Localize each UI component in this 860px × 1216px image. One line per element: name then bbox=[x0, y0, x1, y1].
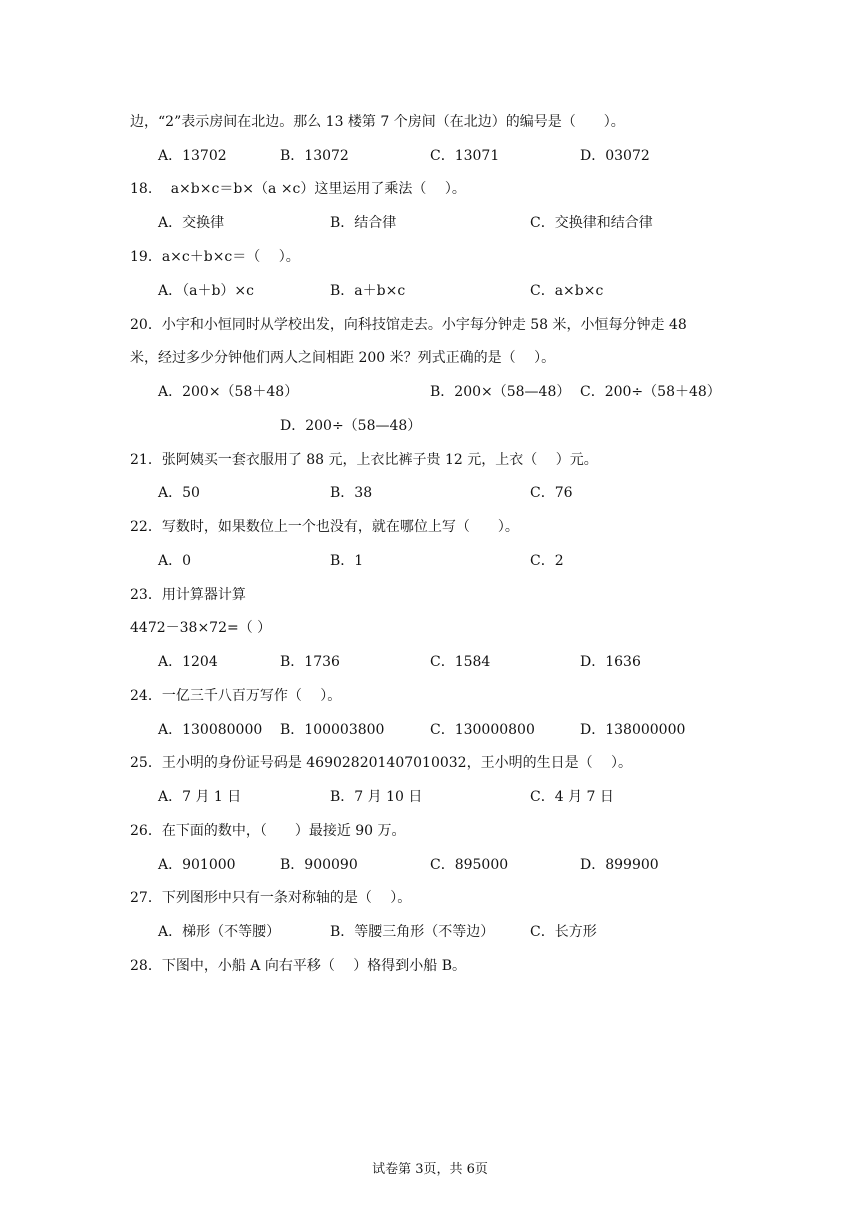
q23-option-a: A．1204 bbox=[158, 654, 218, 670]
q23-expression: 4472－38×72=（ ） bbox=[130, 620, 272, 636]
q22-question: 22．写数时，如果数位上一个也没有，就在哪位上写（ ）。 bbox=[130, 519, 519, 535]
q19-option-c: C．a×b×c bbox=[530, 283, 604, 299]
q17-option-d: D．03072 bbox=[580, 148, 650, 164]
q27-option-c: C．长方形 bbox=[530, 924, 597, 940]
q20-question-line2: 米，经过多少分钟他们两人之间相距 200 米？列式正确的是（ ）。 bbox=[130, 350, 556, 366]
q25-option-b: B．7 月 10 日 bbox=[330, 789, 423, 805]
page-footer: 试卷第 3页，共 6页 bbox=[372, 1162, 488, 1177]
q28-question: 28．下图中，小船 A 向右平移（ ）格得到小船 B。 bbox=[130, 958, 467, 974]
q26-option-c: C．895000 bbox=[430, 857, 509, 873]
q18-option-a: A．交换律 bbox=[158, 215, 225, 231]
q23-question: 23．用计算器计算 bbox=[130, 587, 246, 603]
q19-option-b: B．a＋b×c bbox=[330, 283, 406, 299]
q23-option-b: B．1736 bbox=[280, 654, 340, 670]
q21-option-b: B．38 bbox=[330, 485, 373, 501]
q26-option-a: A．901000 bbox=[158, 857, 236, 873]
q20-question-line1: 20．小宇和小恒同时从学校出发，向科技馆走去。小宇每分钟走 58 米，小恒每分钟走 48 bbox=[130, 317, 687, 333]
q18-question: 18. a×b×c＝b×（a ×c）这里运用了乘法（ ）。 bbox=[130, 181, 466, 197]
q20-option-b: B．200×（58—48） bbox=[430, 384, 571, 400]
q21-option-c: C．76 bbox=[530, 485, 573, 501]
q17-option-c: C．13071 bbox=[430, 148, 500, 164]
q23-option-d: D．1636 bbox=[580, 654, 641, 670]
q27-question: 27．下列图形中只有一条对称轴的是（ ）。 bbox=[130, 890, 412, 906]
q22-option-a: A．0 bbox=[158, 553, 192, 569]
q18-option-c: C．交换律和结合律 bbox=[530, 215, 653, 231]
q17-text-continuation: 边，“2”表示房间在北边。那么 13 楼第 7 个房间（在北边）的编号是（ ）。 bbox=[130, 114, 625, 130]
q22-option-b: B．1 bbox=[330, 553, 364, 569]
q17-option-b: B．13072 bbox=[280, 148, 349, 164]
q24-option-b: B．100003800 bbox=[280, 722, 385, 738]
q26-option-b: B．900090 bbox=[280, 857, 358, 873]
q26-option-d: D．899900 bbox=[580, 857, 659, 873]
q20-option-a: A．200×（58＋48） bbox=[158, 384, 299, 400]
q24-option-a: A．130080000 bbox=[158, 722, 263, 738]
q25-option-c: C．4 月 7 日 bbox=[530, 789, 614, 805]
q18-option-b: B．结合律 bbox=[330, 215, 397, 231]
q24-option-c: C．130000800 bbox=[430, 722, 535, 738]
q20-option-d: D．200÷（58—48） bbox=[280, 418, 422, 434]
q23-option-c: C．1584 bbox=[430, 654, 491, 670]
q25-question: 25．王小明的身份证号码是 469028201407010032，王小明的生日是（ ）。 bbox=[130, 755, 633, 771]
q19-option-a: A．（a＋b）×c bbox=[158, 283, 254, 299]
q21-option-a: A．50 bbox=[158, 485, 200, 501]
q26-question: 26．在下面的数中，（ ）最接近 90 万。 bbox=[130, 823, 406, 839]
q17-option-a: A．13702 bbox=[158, 148, 227, 164]
q27-option-a: A．梯形（不等腰） bbox=[158, 924, 281, 940]
q21-question: 21．张阿姨买一套衣服用了 88 元，上衣比裤子贵 12 元，上衣（ ）元。 bbox=[130, 452, 598, 468]
q19-question: 19．a×c＋b×c＝（ ）。 bbox=[130, 249, 300, 265]
q24-question: 24．一亿三千八百万写作（ ）。 bbox=[130, 688, 342, 704]
q25-option-a: A．7 月 1 日 bbox=[158, 789, 242, 805]
q20-option-c: C．200÷（58＋48） bbox=[580, 384, 721, 400]
q27-option-b: B．等腰三角形（不等边） bbox=[330, 924, 495, 940]
q24-option-d: D．138000000 bbox=[580, 722, 686, 738]
q22-option-c: C．2 bbox=[530, 553, 564, 569]
